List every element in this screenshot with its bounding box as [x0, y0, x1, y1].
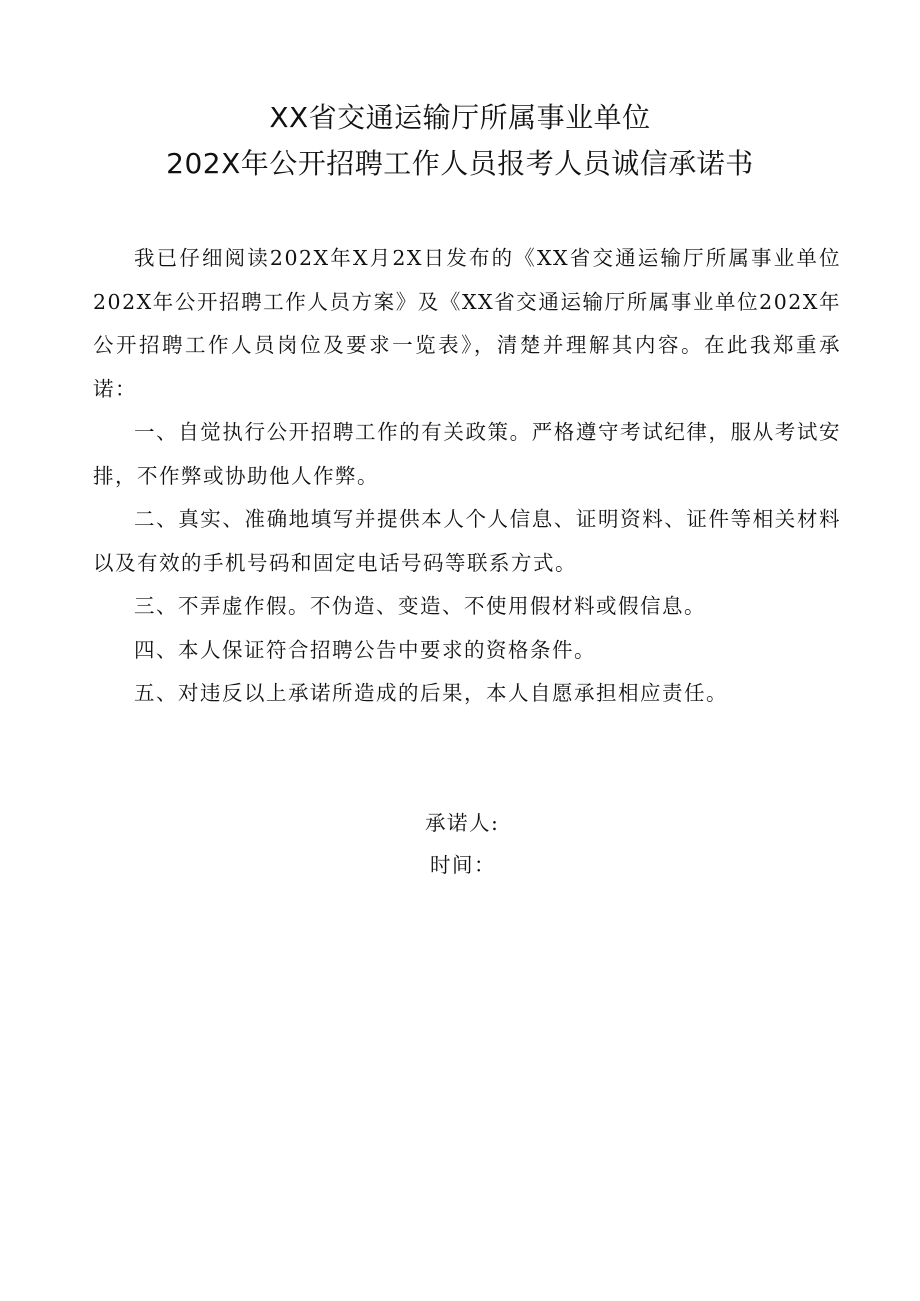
signer-label: 承诺人: — [425, 811, 500, 835]
title-line-1: XX省交通运输厅所属事业单位 — [269, 101, 651, 134]
document-body — [93, 237, 841, 716]
title-line-2: 202X年公开招聘工作人员报考人员诚信承诺书 — [166, 147, 754, 180]
paragraph-pledge-3: 三、不弄虚作假。不伪造、变造、不使用假材料或假信息。 — [134, 594, 706, 618]
paragraph-pledge-5: 五、对违反以上承诺所造成的后果，本人自愿承担相应责任。 — [134, 681, 728, 705]
paragraph-pledge-1: 一、自觉执行公开招聘工作的有关政策。严格遵守考试纪律，服从考试安排，不作弊或协助他人作弊。 — [93, 420, 841, 488]
paragraph-intro: 我已仔细阅读202X年X月2X日发布的《XX省交通运输厅所属事业单位202X年公开招聘工作人员方案》及《XX省交通运输厅所属事业单位202X年公开招聘工作人员岗位及要求一览表》，清楚并理解其内容。在此我郑重承诺： — [93, 246, 841, 401]
paragraph-pledge-4: 四、本人保证符合招聘公告中要求的资格条件。 — [134, 637, 596, 662]
time-label: 时间： — [430, 853, 496, 877]
paragraph-pledge-2: 二、真实、准确地填写并提供本人个人信息、证明资料、证件等相关材料以及有效的手机号码和固定电话号码等联系方式。 — [93, 507, 841, 575]
